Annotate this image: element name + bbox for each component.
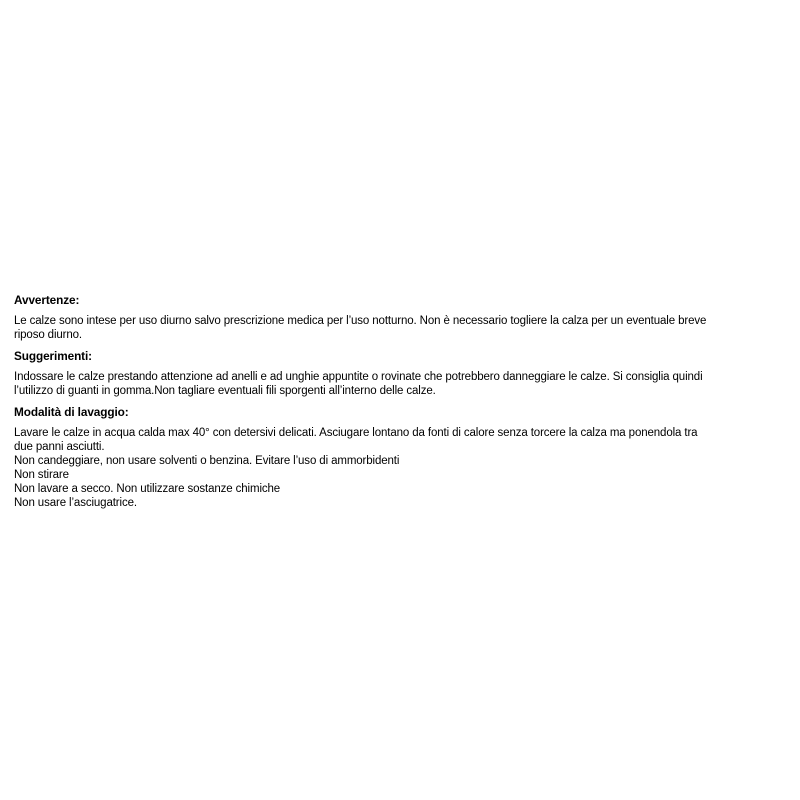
section-suggerimenti <box>14 349 794 398</box>
section-heading-suggerimenti: Suggerimenti: <box>14 349 93 363</box>
text-line: l’utilizzo di guanti in gomma.Non tagliare eventuali fili sporgenti all’interno delle calze. <box>14 385 436 397</box>
section-modalita-di-lavaggio <box>14 405 794 510</box>
section-heading-avvertenze: Avvertenze: <box>14 293 80 307</box>
text-line: Lavare le calze in acqua calda max 40° con detersivi delicati. Asciugare lontano da fonti di calore senza torcere la calza ma ponendola tra <box>14 427 698 439</box>
text-line: riposo diurno. <box>14 329 82 341</box>
paragraph-suggerimenti <box>14 370 794 398</box>
text-line: Non lavare a secco. Non utilizzare sostanze chimiche <box>14 483 281 495</box>
text-line: Non usare l’asciugatrice. <box>14 497 137 509</box>
paragraph-modalita-di-lavaggio <box>14 426 794 510</box>
care-instructions-text-block <box>14 293 794 517</box>
section-heading-modalita-di-lavaggio: Modalità di lavaggio: <box>14 405 129 419</box>
text-line: due panni asciutti. <box>14 441 105 453</box>
paragraph-avvertenze <box>14 314 794 342</box>
text-line: Non stirare <box>14 469 69 481</box>
text-line: Le calze sono intese per uso diurno salvo prescrizione medica per l’uso notturno. Non è necessario togliere la calza per un eventuale breve <box>14 315 707 327</box>
section-avvertenze <box>14 293 794 342</box>
text-line: Indossare le calze prestando attenzione ad anelli e ad unghie appuntite o rovinate che potrebbero danneggiare le calze. Si consiglia quindi <box>14 371 703 383</box>
text-line: Non candeggiare, non usare solventi o benzina. Evitare l’uso di ammorbidenti <box>14 455 400 467</box>
